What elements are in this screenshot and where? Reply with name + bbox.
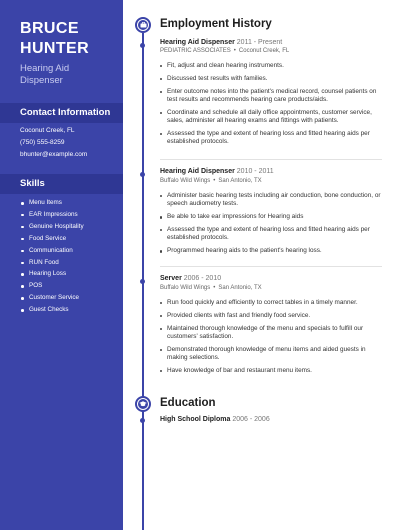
job-company: Buffalo Wild Wings	[160, 178, 211, 184]
timeline-dot	[140, 279, 145, 284]
skills-heading: Skills	[20, 178, 45, 189]
skill-item: EAR Impressions	[20, 209, 84, 221]
job-bullet: Be able to take ear impressions for Hearing aids	[160, 213, 382, 221]
job-subheader: Buffalo Wild Wings • San Antonio, TX	[160, 285, 262, 291]
job-bullet: Provided clients with fast and friendly food service.	[160, 312, 382, 320]
skills-heading-band	[0, 174, 123, 194]
name-last: HUNTER	[20, 40, 90, 57]
skill-item: Food Service	[20, 233, 84, 245]
job-role: Hearing Aid Dispenser	[160, 168, 235, 175]
contact-heading-band	[0, 103, 123, 123]
job-header	[160, 168, 274, 175]
education-dates: 2006 - 2006	[232, 416, 270, 423]
job-header	[160, 275, 221, 282]
briefcase-icon	[135, 17, 151, 33]
timeline-dot	[140, 418, 145, 423]
candidate-name	[20, 19, 89, 59]
job-subheader: PEDIATRIC ASSOCIATES • Coconut Creek, FL	[160, 48, 290, 54]
contact-heading: Contact Information	[20, 107, 111, 118]
title-line-1: Hearing Aid	[20, 63, 70, 74]
skill-item: RUN Food	[20, 257, 84, 269]
job-bullet: Demonstrated thorough knowledge of menu items and aided guests in making selections.	[160, 346, 382, 363]
job-role: Server	[160, 275, 182, 282]
skill-item: Guest Checks	[20, 304, 84, 316]
timeline-dot	[140, 43, 145, 48]
skill-item: POS	[20, 280, 84, 292]
job-dates: 2010 - 2011	[236, 168, 274, 175]
job-dates: 2006 - 2010	[183, 275, 222, 282]
skill-item: Hearing Loss	[20, 268, 84, 280]
job-bullets	[160, 299, 382, 380]
job-bullet: Run food quickly and efficiently to correct tables in a timely manner.	[160, 299, 382, 307]
contact-email: bhunter@example.com	[20, 151, 88, 158]
job-bullet: Coordinate and schedule all daily office appointments, customer service, sales, administer all hearing exams and fittings with patients.	[160, 109, 382, 126]
job-bullet: Enter outcome notes into the patient's medical record, counsel patients on test results and recommends hearing care products/aids.	[160, 88, 382, 105]
employment-heading: Employment History	[160, 18, 272, 30]
job-divider	[160, 159, 382, 160]
job-dates: 2011 - Present	[236, 39, 283, 46]
job-location: Coconut Creek, FL	[238, 48, 290, 54]
job-header	[160, 39, 282, 46]
education-degree: High School Diploma	[160, 416, 231, 423]
job-divider	[160, 266, 382, 267]
graduation-cap-icon	[135, 396, 151, 412]
title-line-2: Dispenser	[20, 75, 63, 86]
job-bullets	[160, 62, 382, 151]
skill-item: Customer Service	[20, 292, 84, 304]
skill-item: Communication	[20, 245, 84, 257]
job-bullets	[160, 192, 382, 260]
job-subheader: Buffalo Wild Wings • San Antonio, TX	[160, 178, 262, 184]
job-bullet: Discussed test results with families.	[160, 75, 382, 83]
skill-item: Genuine Hospitality	[20, 221, 84, 233]
contact-phone: (750) 555-8259	[20, 139, 65, 146]
job-company: Buffalo Wild Wings	[160, 285, 211, 291]
job-company: PEDIATRIC ASSOCIATES	[160, 48, 231, 54]
job-bullet: Have knowledge of bar and restaurant menu items.	[160, 367, 382, 375]
job-bullet: Programmed hearing aids to the patient's hearing loss.	[160, 247, 382, 255]
timeline-dot	[140, 172, 145, 177]
candidate-title	[20, 63, 69, 87]
job-bullet: Maintained thorough knowledge of the menu and specials to fulfill our customers' satisfaction.	[160, 325, 382, 342]
job-bullet: Assessed the type and extent of hearing loss and fitted hearing aids per established protocols.	[160, 130, 382, 147]
job-location: San Antonio, TX	[218, 178, 262, 184]
job-bullet: Assessed the type and extent of hearing loss and fitted hearing aids per established protocols.	[160, 226, 382, 243]
skills-list	[20, 197, 84, 316]
sidebar	[0, 0, 123, 530]
job-role: Hearing Aid Dispenser	[160, 39, 235, 46]
job-bullet: Administer basic hearing tests including air conduction, bone conduction, or speech audiometry tests.	[160, 192, 382, 209]
education-heading: Education	[160, 397, 216, 409]
skill-item: Menu Items	[20, 197, 84, 209]
education-entry	[160, 416, 270, 423]
job-location: San Antonio, TX	[218, 285, 262, 291]
job-bullet: Fit, adjust and clean hearing instruments.	[160, 62, 382, 70]
name-first: BRUCE	[20, 20, 79, 37]
contact-location: Coconut Creek, FL	[20, 127, 75, 134]
